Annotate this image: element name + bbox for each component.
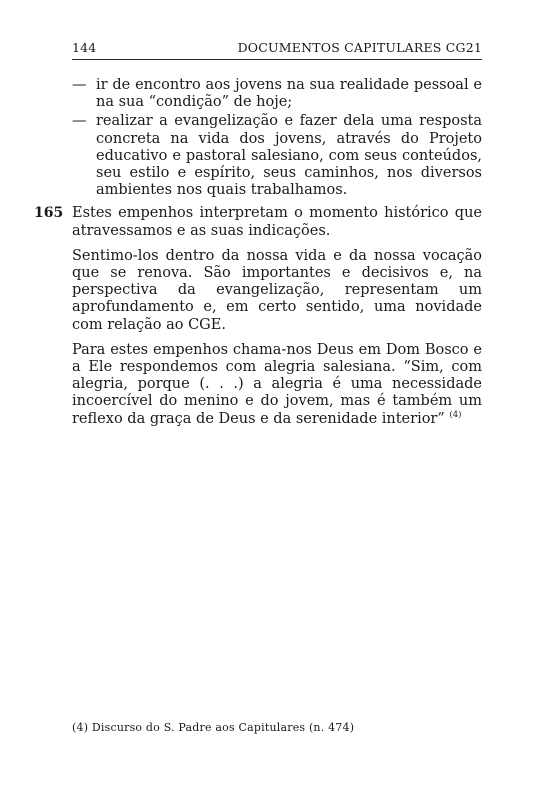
footnote-reference: (4) [449,409,462,420]
page-number: 144 [72,40,97,55]
page-header [72,40,482,55]
running-title: DOCUMENTOS CAPITULARES CG21 [237,40,482,55]
paragraph-number: 165 [34,205,64,222]
list-item [72,113,482,199]
page-body [34,77,482,436]
paragraph-text: Para estes empenhos chama-nos Deus em Dom Bosco e a Ele respondemos com alegria salesiana. “Sim, com alegria, porque (. . .) a alegria é uma necessidade incoercível do menino e do jovem, mas é também um reflexo da graça de Deus e da serenidade interior” [72,341,482,427]
list-item-text: ir de encontro aos jovens na sua realidade pessoal e na sua “condição” de hoje; [96,77,482,111]
paragraph-with-note [72,342,482,428]
dash-marker: — [72,77,87,93]
paragraph: Estes empenhos interpretam o momento histórico que atravessamos e as suas indicações. [72,205,482,239]
header-rule [72,59,482,60]
paragraph: Sentimo-los dentro da nossa vida e da nossa vocação que se renova. São importantes e decisivos e, na perspectiva da evangelização, representam um aprofundamento e, em certo sentido, uma novidade com relação ao CGE. [72,247,482,333]
dash-marker: — [72,113,87,130]
footnote: (4) Discurso do S. Padre aos Capitulares (n. 474) [72,721,355,734]
list-item [72,77,482,111]
list-item-text: realizar a evangelização e fazer dela uma resposta concreta na vida dos jovens, através do Projeto educativo e pastoral salesiano, com seus conteúdos, seu estilo e espírito, seus caminhos, nos diversos ambientes nos quais trabalhamos. [96,113,482,199]
numbered-section [34,205,482,427]
